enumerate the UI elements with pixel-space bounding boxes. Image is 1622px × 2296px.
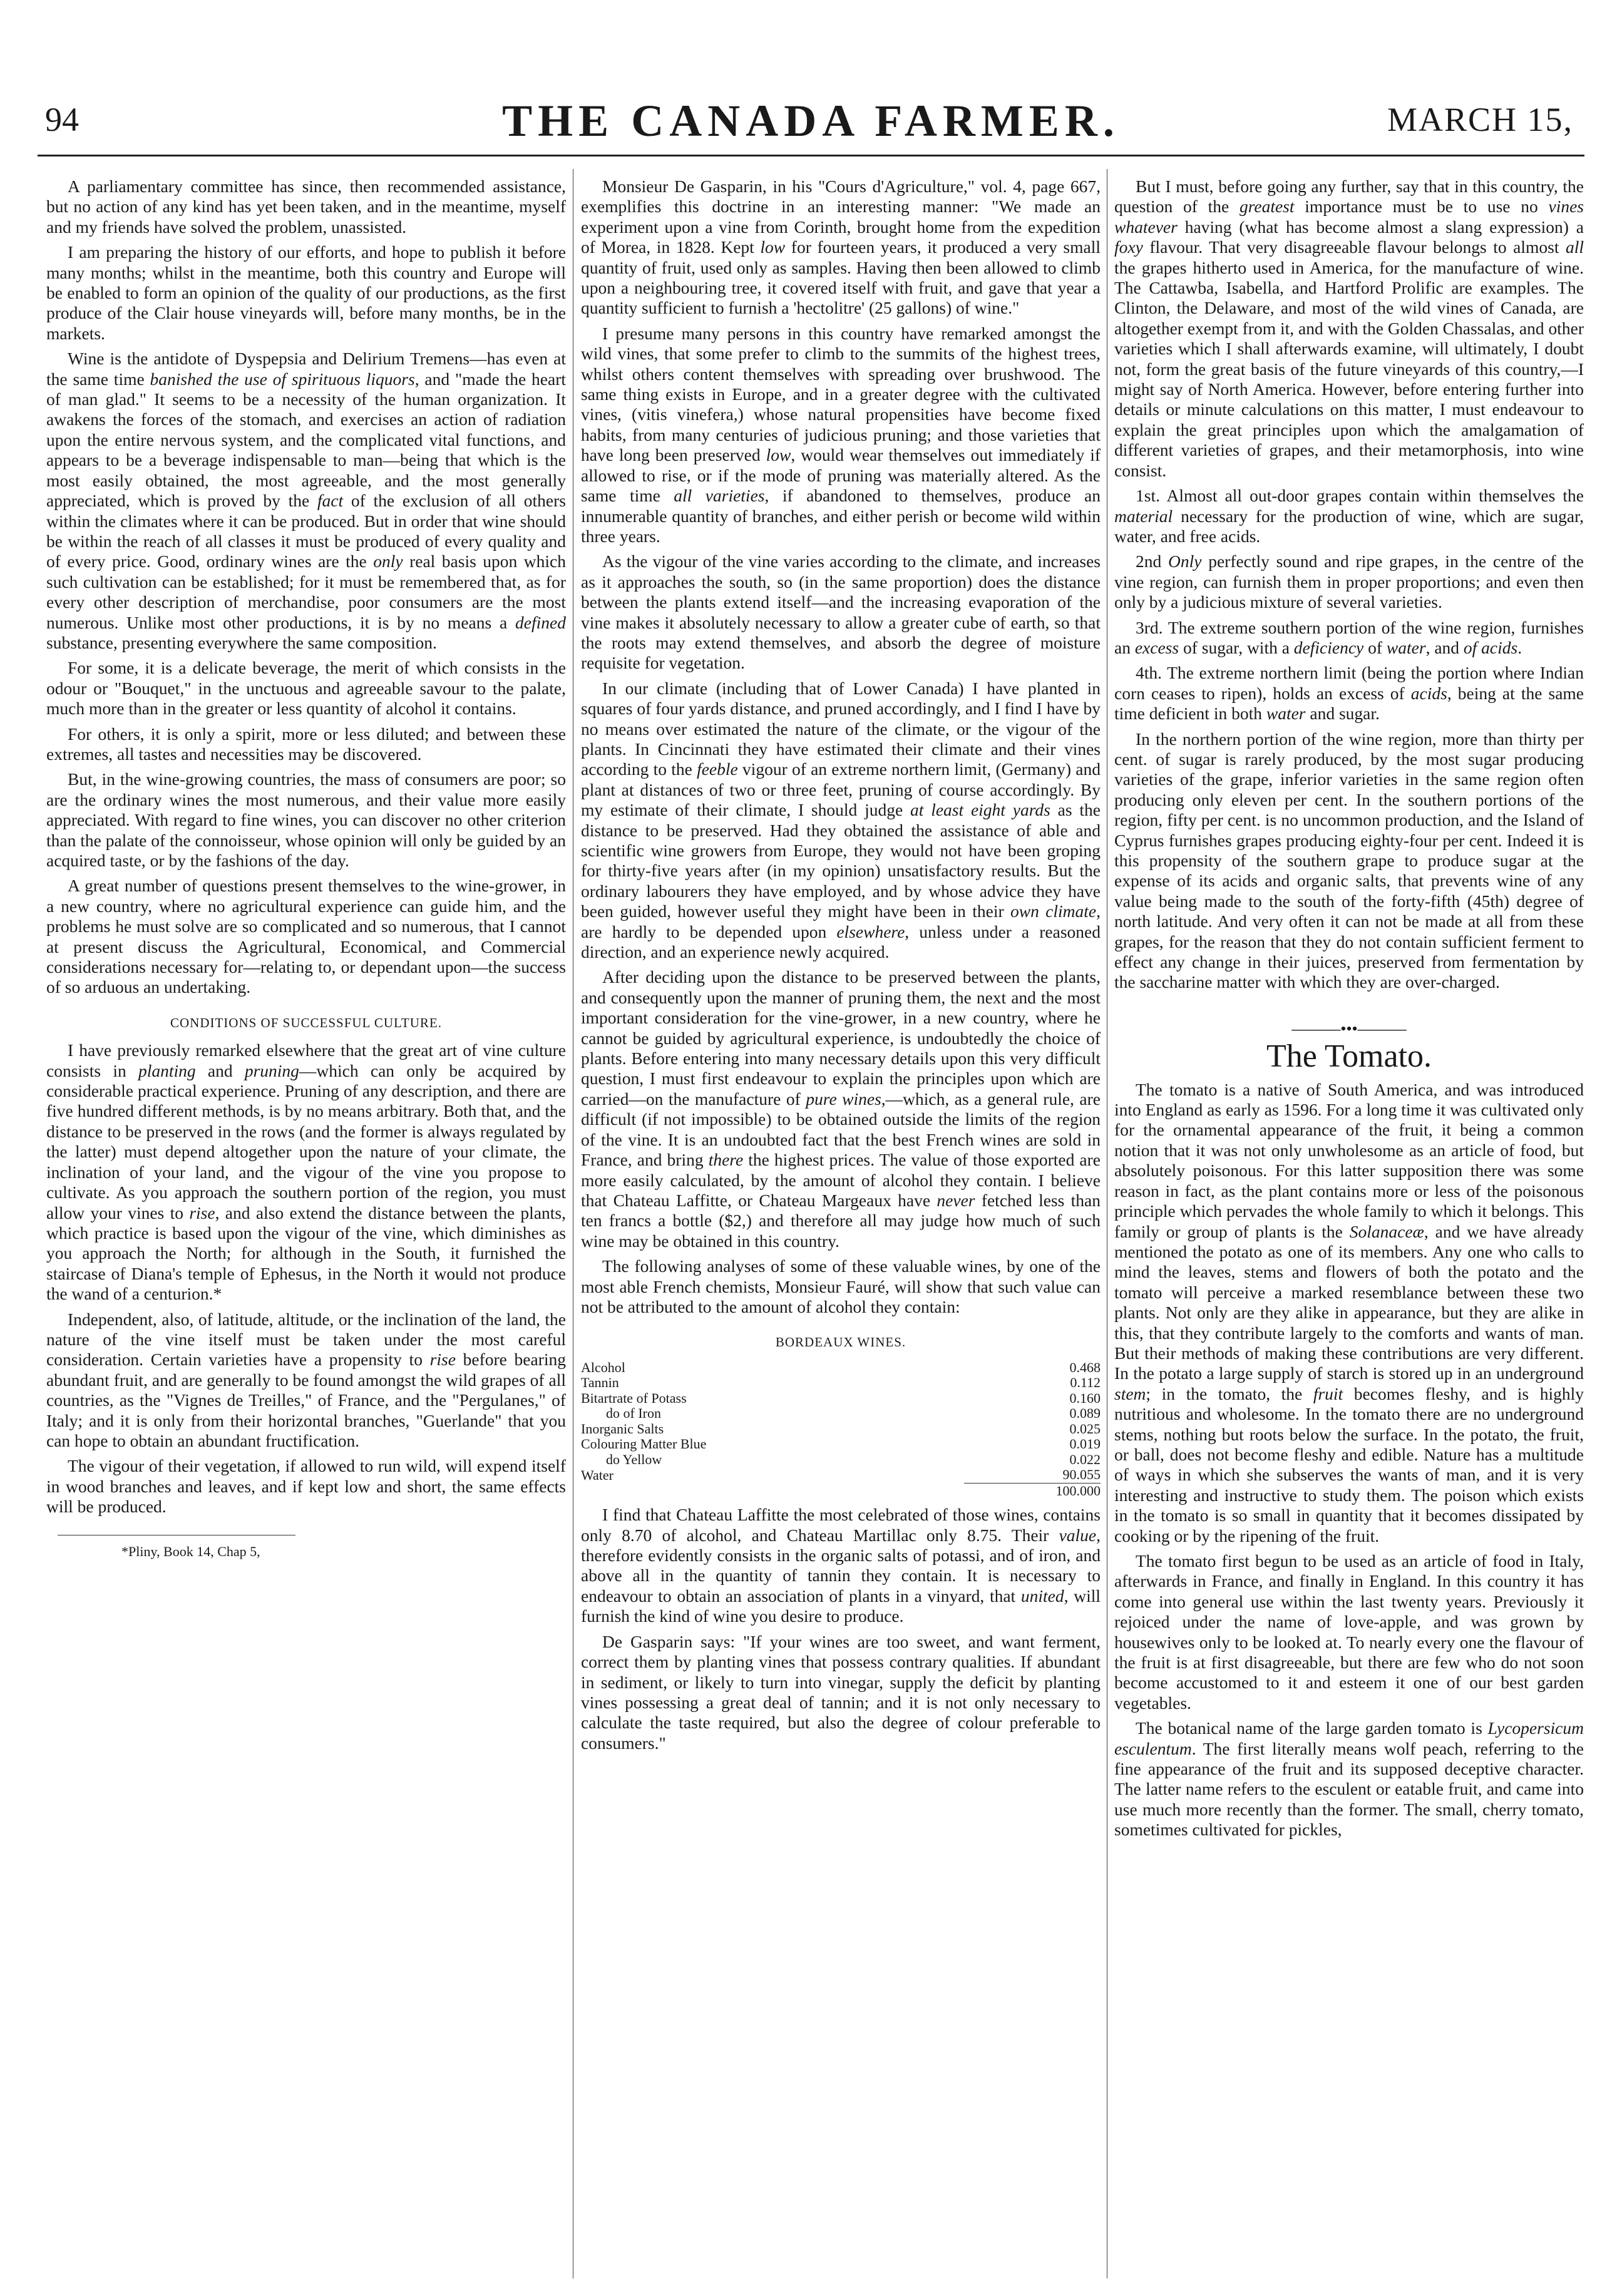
paragraph: 3rd. The extreme southern portion of the wine region, furnishes an excess of sugar, with a deficiency of water, and of acids. [1114,617,1584,657]
wine-analysis-table [581,1360,1101,1499]
paragraph: In the northern portion of the wine region, more than thirty per cent. of sugar is rarely produced, by the most sugar producing varieties of the grape, inferior varieties in the same region often producing only eleven per cent. In the southern portions of the region, fifty per cent. is no uncommon production, and the Island of Cyprus furnishes grapes producing eighty-four per cent. Indeed it is this propensity of the southern grape to produce sugar at the expense of its acids and organic salts, that prevents wine of any value being made to the south of the forty-fifth (45th) degree of north latitude. And very often it can not be made at all from these grapes, for the reason that they do not contain sufficient ferment to effect any change in their juices, preserved from fermentation by the saccharine matter with which they are over-charged. [1114,729,1584,992]
paragraph: 2nd Only perfectly sound and ripe grapes, in the centre of the vine region, can furnish them in proper proportions; and even then only by a judicious mixture of several varieties. [1114,551,1584,612]
paragraph: 4th. The extreme northern limit (being the portion where Indian corn ceases to ripen), holds an excess of acids, being at the same time deficient in both water and sugar. [1114,663,1584,724]
table-cell-value: 0.089 [1069,1405,1101,1422]
page-number: 94 [45,101,79,138]
paragraph: For some, it is a delicate beverage, the merit of which consists in the odour or "Bouquet," in the unctuous and agreeable savour to the palate, much more than in the greater or less quantity of alcohol it contains. [46,658,566,719]
footnote: *Pliny, Book 14, Chap 5, [121,1543,260,1559]
table-cell-label: do Yellow [606,1451,662,1467]
table-cell-label: Alcohol [581,1359,625,1375]
paragraph: The tomato first begun to be used as an article of food in Italy, afterwards in France, and finally in England. In this country it has come into general use within the last twenty years. Previously it rejoiced under the name of love-apple, and was grown by housewives only to be looked at. To nearly every one the flavour of the fruit is at first disagreeable, but there are few who do not soon become accustomed to it and esteem it one of our best garden vegetables. [1114,1551,1584,1713]
table-row [581,1375,1101,1391]
table-title: BORDEAUX WINES. [775,1335,906,1350]
table-row [581,1391,1101,1407]
paragraph: I have previously remarked elsewhere that the great art of vine culture consists in planting and pruning—which can only be acquired by considerable practical experience. Pruning of any description, and there are five hundred different methods, is by no means arbitrary. Both that, and the distance to be preserved in the rows (and the former is always regulated by the latter) must depend altogether upon the nature of your climate, the inclination of your land, and the vigour of the vine you propose to cultivate. As you approach the southern portion of the region, you must allow your vines to rise, and also extend the distance between the plants, which practice is based upon the vigour of the vine, which diminishes as you approach the North; for although in the South, it furnished the staircase of Diana's temple of Ephesus, in the North it would not produce the wand of a centurion.* [46,1040,566,1304]
table-row [581,1360,1101,1376]
paragraph: A parliamentary committee has since, then recommended assistance, but no action of any kind has yet been taken, and in the meantime, myself and my friends have solved the problem, unassisted. [46,177,566,237]
paragraph: Wine is the antidote of Dyspepsia and Delirium Tremens—has even at the same time banished the use of spirituous liquors, and "made the heart of man glad." It seems to be a necessity of the human organization. It awakens the forces of the stomach, and exercises an action of radiation upon the entire nervous system, and the complicated vital functions, and appears to be a beverage indispensable to man—being that which is the most easily obtained, the most agreeable, and the most generally appreciated, which is proved by the fact of the exclusion of all others within the climates where it can be produced. But in order that wine should be within the reach of all classes it must be produced of every quality and of every price. Good, ordinary wines are the only real basis upon which such cultivation can be established; for it must be remembered that, as for every other description of merchandise, poor consumers are the most numerous. Unlike most other productions, it is by no means a defined substance, presenting everywhere the same composition. [46,349,567,652]
paragraph: De Gasparin says: "If your wines are too sweet, and want ferment, correct them by planting vines that possess contrary qualities. If abundant in sediment, or likely to turn into vinegar, supply the deficit by planting vines possessing a great deal of tannin; and it is not only necessary to calculate the taste required, but also the degree of colour preferable to consumers." [581,1631,1101,1753]
header-rule [38,155,1584,156]
paragraph: But, in the wine-growing countries, the mass of consumers are poor; so are the ordinary wines the most numerous, and their value more easily appreciated. With regard to fine wines, you can discover no other criterion than the palate of the connoisseur, whose opinion will only be guided by an acquired taste, or by the fashions of the day. [46,769,566,870]
subheading: CONDITIONS OF SUCCESSFUL CULTURE. [170,1015,442,1030]
table-total: 100.000 [964,1483,1101,1499]
table-row [581,1467,1101,1483]
paragraph: 1st. Almost all out-door grapes contain within themselves the material necessary for the production of wine, which are sugar, water, and free acids. [1114,486,1584,546]
table-cell-value: 0.025 [1069,1420,1101,1437]
table-row [581,1452,1101,1468]
paragraph: The botanical name of the large garden tomato is Lycopersicum esculentum. The first literally means wolf peach, referring to the fine appearance of the fruit and its supposed deceptive character. The latter name refers to the esculent or eatable fruit, and came into use much more recently than the former. The small, cherry tomato, sometimes cultivated for pickles, [1114,1718,1584,1840]
table-cell-label: Bitartrate of Potass [581,1390,687,1406]
paragraph: A great number of questions present themselves to the wine-grower, in a new country, where no agricultural experience can guide him, and the problems he must solve are so complicated and so numerous, that I cannot at present discuss the Agricultural, Economical, and Commercial considerations necessary for—relating to, or dependant upon—the success of so arduous an undertaking. [46,876,566,997]
paragraph: As the vigour of the vine varies according to the climate, and increases as it approaches the south, so (in the same proportion) does the distance between the plants extend itself—and the increasing evaporation of the vine makes it absolutely necessary to allow a greater cube of earth, so that the roots may extend themselves, and absorb the degree of moisture requisite for vegetation. [581,551,1101,673]
paragraph: Independent, also, of latitude, altitude, or the inclination of the land, the nature of the vine itself must be taken under the most careful consideration. Certain varieties have a propensity to rise before bearing abundant fruit, and are generally to be found amongst the wild grapes of all countries, as the "Vignes de Treilles," of France, and the "Pergulanes," of Italy; and it is only from their horizontal branches, "Guerlande" that you can hope to obtain an abundant fructification. [46,1309,567,1450]
column-1 [46,177,566,1567]
table-cell-value: 0.468 [1069,1359,1101,1375]
table-cell-value: 90.055 [1062,1467,1101,1483]
paragraph: I am preparing the history of our efforts, and hope to publish it before many months; whilst in the meantime, both this country and Europe will be enabled to form an opinion of the quality of our productions, as the first produce of the Clair house vineyards will, before many months, be in the markets. [46,242,566,343]
paragraph: For others, it is only a spirit, more or less diluted; and between these extremes, all tastes and necessities may be discovered. [46,724,566,764]
paragraph: The vigour of their vegetation, if allowed to run wild, will expend itself in wood branches and leaves, and if kept low and short, the same effects will be produced. [46,1456,566,1517]
table-cell-label: Water [581,1467,613,1483]
masthead-title: THE CANADA FARMER. [502,96,1120,146]
table-cell-label: Tannin [581,1375,619,1391]
section-title: The Tomato. [1266,1038,1432,1075]
paragraph: I find that Chateau Laffitte the most celebrated of those wines, contains only 8.70 of alcohol, and Chateau Martillac only 8.75. Their value, therefore evidently consists in the organic salts of potassi, and of iron, and above all in the quantity of tannin they contain. It is necessary to endeavour to obtain an association of plants in a vinyard, that united, will furnish the kind of wine you desire to produce. [581,1505,1101,1626]
table-cell-value: 0.160 [1069,1390,1101,1406]
paragraph: But I must, before going any further, say that in this country, the question of the greatest importance must be to use no vines whatever having (what has become almost a slang expression) a foxy flavour. That very disagreeable flavour belongs to almost all the grapes hitherto used in America, for the manufacture of wine. The Cattawba, Isabella, and Hartford Prolific are examples. The Clinton, the Delaware, and most of the wild vines of Canada, are altogether exempt from it, and with the Golden Chassalas, and other varieties which I shall afterwards examine, will ultimately, I doubt not, form the great basis of the future vineyards of this country,—I might say of North America. However, before entering further into details or minute calculations on this matter, I must endeavour to explain the great principles upon which the amalgamation of different varieties of grapes, and their metamorphosis, into wine consist. [1114,177,1584,480]
table-total-row [581,1483,1101,1499]
table-row [581,1422,1101,1437]
page-header [0,0,1622,156]
paragraph: The tomato is a native of South America, and was introduced into England as early as 1596. For a long time it was cultivated only for the ornamental appearance of the fruit, it being a common notion that it was not only unwholesome as an article of food, but absolutely poisonous. For this latter supposition there was some reason in fact, as the plant contains more or less of the poisonous principle which pervades the whole family to which it belongs. This family or group of plants is the Solanaceæ, and we have already mentioned the potato as one of its members. Any one who calls to mind the leaves, stems and flowers of both the potato and the tomato will perceive a marked resemblance between these two plants. Not only are they alike in appearance, but they are alike in this, that they contribute largely to the comforts and wants of man. But their methods of making these contributions are very different. In the potato a large supply of starch is stored up in an underground stem; in the tomato, the fruit becomes fleshy, and is highly nutritious and wholesome. In the tomato there are no underground stems, nothing but roots below the surface. In the potato, the fruit, or ball, does not become fleshy and edible. Nature has a multitude of ways in which she subserves the wants of man, and it is very interesting and instructive to study them. The poison which exists in the tomato is so small in quantity that it becomes dissipated by cooking or by the ripening of the fruit. [1114,1079,1584,1545]
issue-date: MARCH 15, [1387,101,1573,138]
table-row [581,1437,1101,1452]
paragraph: The following analyses of some of these valuable wines, by one of the most able French chemists, Monsieur Fauré, will show that such value can not be attributed to the amount of alcohol they contain: [581,1256,1101,1316]
table-cell-label: Inorganic Salts [581,1420,664,1437]
table-row [581,1406,1101,1422]
paragraph: In our climate (including that of Lower Canada) I have planted in squares of four yards distance, and pruned accordingly, and I find I have by no means over estimated the nature of the climate, or the vigour of the plants. In Cincinnati they have estimated their climate and their vines according to the feeble vigour of an extreme northern limit, (Germany) and plant at distances of two or three feet, pruning of course accordingly. By my estimate of their climate, I should judge at least eight yards as the distance to be preserved. Had they obtained the assistance of able and scientific wine growers from Europe, they would not have been groping for thirty-five years after (in my opinion) unsatisfactory results. But the ordinary labourers they have employed, and by whose advice they have been guided, however useful they might have been in their own climate, are hardly to be depended upon elsewhere, unless under a reasoned direction, and an experience newly acquired. [581,678,1101,962]
table-cell-value: 0.019 [1069,1436,1101,1452]
column-3 [1114,177,1584,1845]
table-cell-label: Colouring Matter Blue [581,1436,707,1452]
paragraph: Monsieur De Gasparin, in his "Cours d'Agriculture," vol. 4, page 667, exemplifies this doctrine in an interesting manner: "We made an experiment upon a vine from Corinth, brought home from the expedition of Morea, in 1828. Kept low for fourteen years, it produced a very small quantity of fruit, used only as samples. Having then been allowed to climb upon a neighbouring tree, it covered itself with fruit, and gave that year a quantity sufficient to furnish a 'hectolitre' (25 gallons) of wine." [581,177,1101,318]
table-cell-value: 0.112 [1070,1375,1101,1391]
paragraph: After deciding upon the distance to be preserved between the plants, and consequently upon the manner of pruning them, the next and the most important consideration for the vine-grower, in a new country, where he cannot be guided by agricultural experience, is undoubtedly the choice of plants. Before entering into many necessary details upon this very difficult question, I must first endeavour to explain the principles upon which are carried—on the manufacture of pure wines,—which, as a general rule, are difficult (if not impossible) to be obtained outside the limits of the region of the vine. It is an undoubted fact that the best French wines are sold in France, and bring there the highest prices. The value of those exported are more easily calculated, by the amount of alcohol they contain. I believe that Chateau Laffitte, or Chateau Margeaux have never fetched less than ten francs a bottle ($2,) and therefore all may judge how much of such wine may be obtained in this country. [581,967,1101,1251]
table-cell-label: do of Iron [606,1405,661,1422]
ornamental-divider: ———•••——— [1291,1019,1407,1038]
table-cell-value: 0.022 [1069,1451,1101,1467]
paragraph: I presume many persons in this country have remarked amongst the wild vines, that some prefer to climb to the summits of the highest trees, whilst others content themselves with spreading over brushwood. The same thing exists in Europe, and in a greater degree with the cultivated vines, (vitis vinefera,) whose natural propensities have become fixed habits, from many centuries of judicious pruning; and those varieties that have long been preserved low, would wear themselves out immediately if allowed to rise, or if the mode of pruning was materially altered. As the same time all varieties, if abandoned to themselves, produce an innumerable quantity of branches, and either perish or become wild within three years. [581,323,1101,546]
column-2 [581,177,1101,1758]
